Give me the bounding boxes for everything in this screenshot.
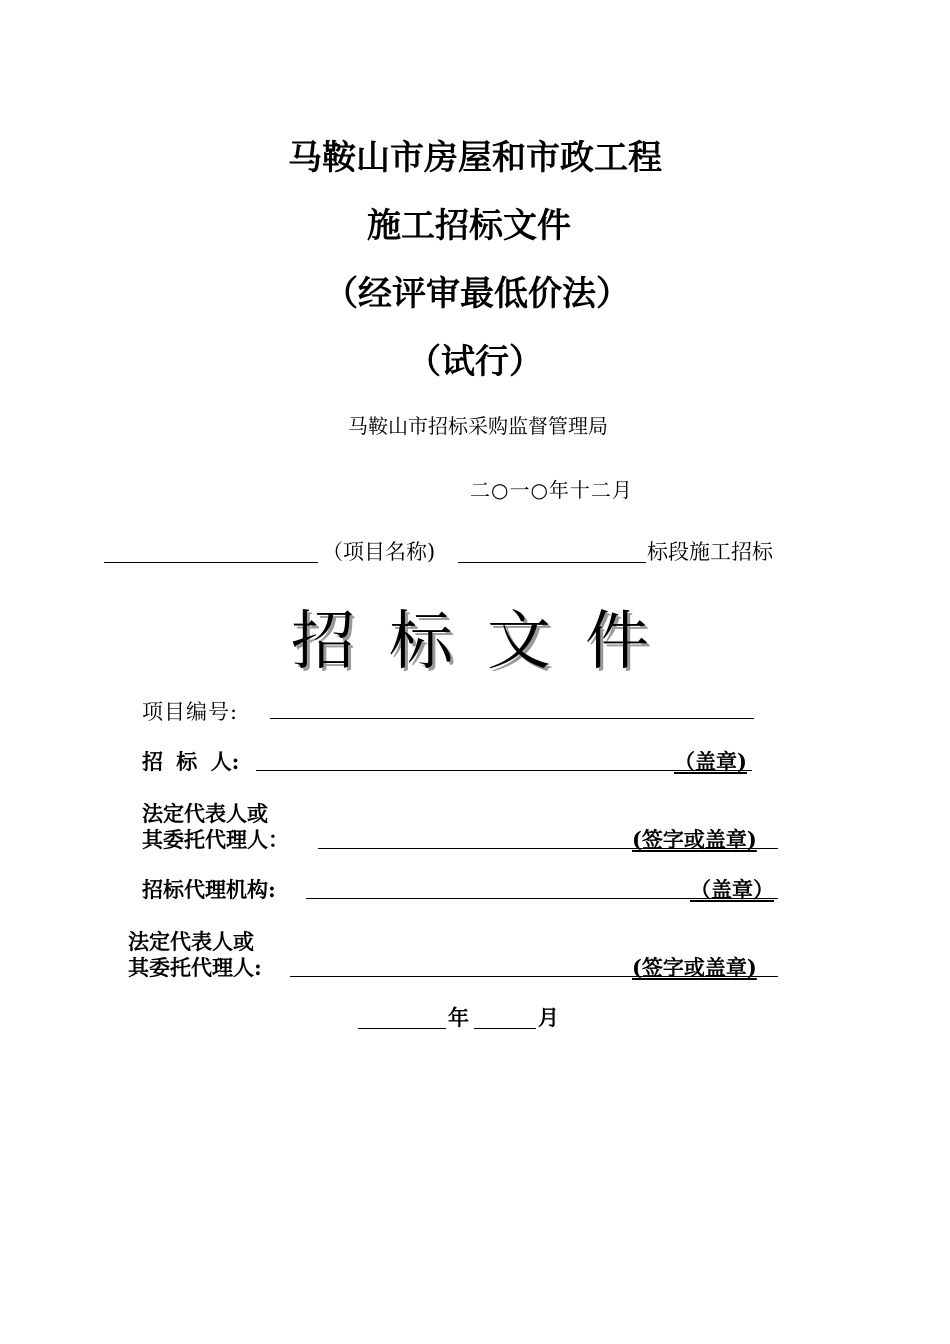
agency-rep-label-2: 其委托代理人:	[128, 955, 262, 980]
title-line-1: 马鞍山市房屋和市政工程	[288, 138, 662, 178]
legal-rep-sign-note: (签字或盖章)	[632, 827, 757, 852]
section-label: 标段施工招标	[647, 540, 773, 564]
month-blank	[474, 1028, 536, 1029]
project-number-blank	[270, 718, 754, 719]
month-label: 月	[538, 1005, 559, 1030]
issue-date: 二○一○年十二月	[470, 478, 633, 502]
legal-rep-label-1: 法定代表人或	[142, 801, 268, 826]
document-title: 招标文件	[291, 605, 683, 679]
year-label: 年	[448, 1005, 469, 1030]
section-blank	[458, 562, 646, 563]
project-name-blank	[104, 562, 318, 563]
title-line-3: （经评审最低价法）	[324, 274, 630, 314]
legal-rep-label-2: 其委托代理人：	[142, 827, 289, 852]
agency-label: 招标代理机构:	[142, 877, 276, 902]
project-number-label: 项目编号:	[142, 700, 239, 724]
agency-seal-note: （盖章）	[690, 877, 774, 902]
tenderer-seal-note: （盖章)	[674, 749, 747, 774]
tenderer-label: 招 标 人:	[142, 749, 240, 774]
year-blank	[358, 1028, 446, 1029]
project-name-label: （项目名称)	[322, 540, 436, 564]
agency-rep-sign-note: (签字或盖章)	[632, 955, 757, 980]
title-line-2: 施工招标文件	[367, 206, 571, 246]
agency-rep-label-1: 法定代表人或	[128, 929, 254, 954]
issuing-agency: 马鞍山市招标采购监督管理局	[348, 414, 608, 438]
title-line-4: （试行）	[407, 342, 543, 382]
